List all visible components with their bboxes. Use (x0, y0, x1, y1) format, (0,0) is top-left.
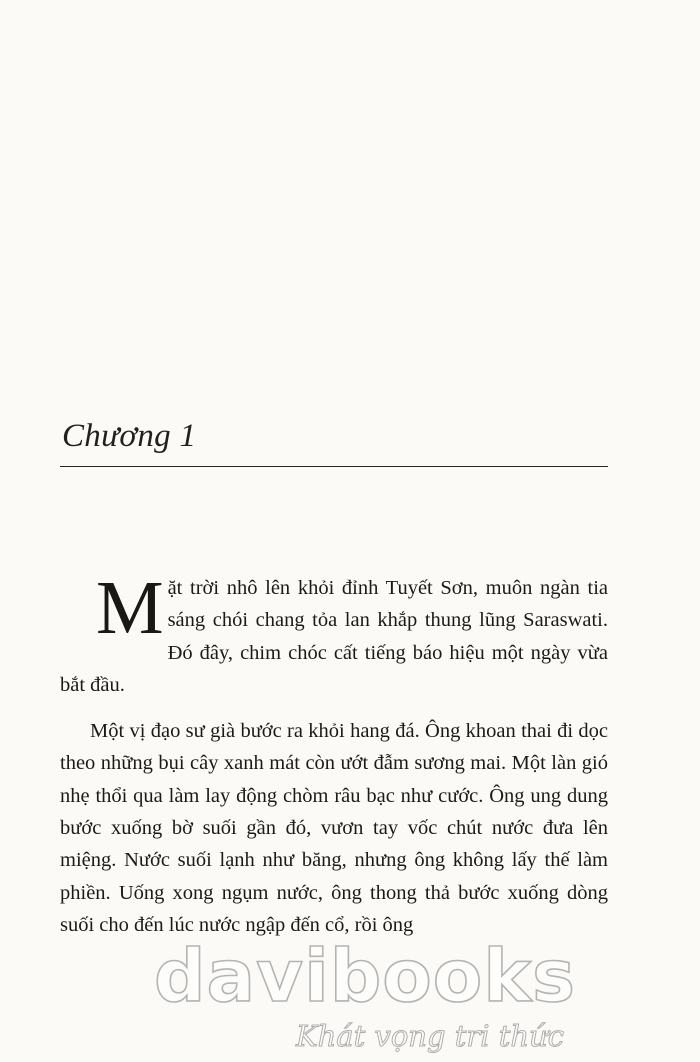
chapter-title: Chương 1 (62, 418, 197, 454)
paragraph-1-text: ặt trời nhô lên khỏi đỉnh Tuyết Sơn, muôn ngàn tia sáng chói chang tỏa lan khắp thung lũng Saraswati. Đó đây, chim chóc cất tiếng báo hiệu một ngày vừa bắt đầu. (60, 577, 608, 696)
watermark-logo: davibooks (154, 934, 576, 1018)
chapter-divider (60, 466, 608, 467)
paragraph-2: Một vị đạo sư già bước ra khỏi hang đá. Ông khoan thai đi dọc theo những bụi cây xanh mát còn ướt đẫm sương mai. Một làn gió nhẹ thổi qua làm lay động chòm râu bạc như cước. Ông ung dung bước xuống bờ suối gần đó, vươn tay vốc chút nước đưa lên miệng. Nước suối lạnh như băng, nhưng ông không lấy thế làm phiền. Uống xong ngụm nước, ông thong thả bước xuống dòng suối cho đến lúc nước ngập đến cổ, rồi ông (60, 720, 608, 936)
chapter-body (60, 566, 608, 941)
drop-cap: M (96, 566, 164, 650)
paragraph-1 (60, 566, 608, 701)
watermark-slogan: Khát vọng tri thức (295, 1019, 565, 1053)
